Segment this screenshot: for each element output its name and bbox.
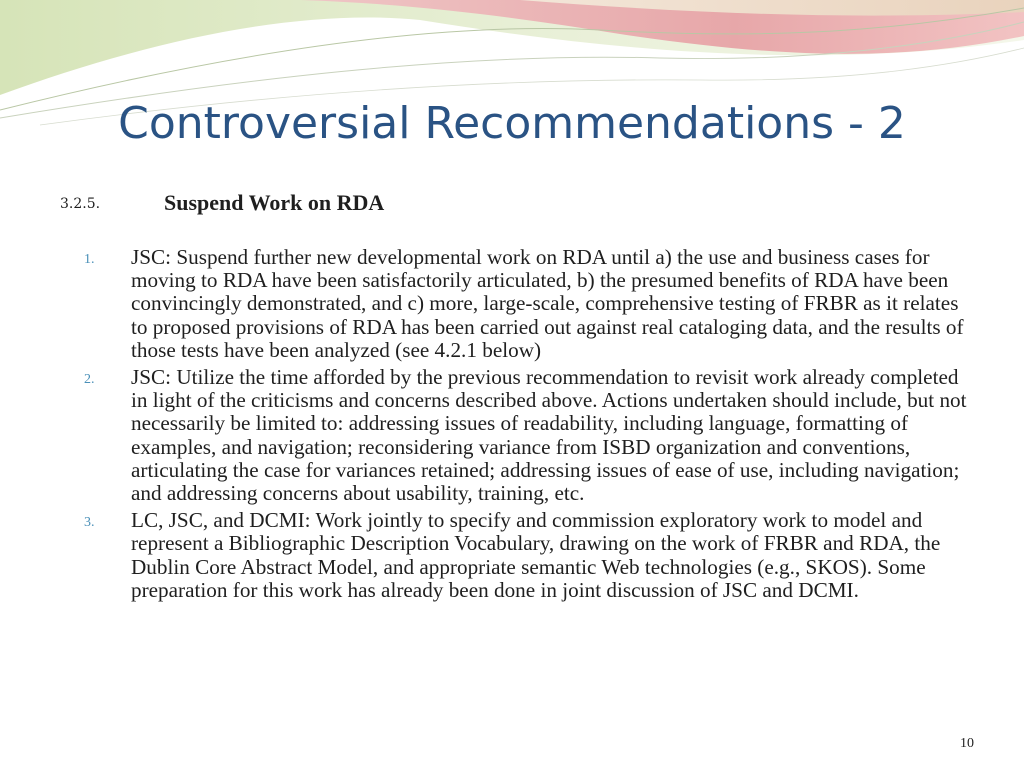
recommendation-item-2 [84,366,968,505]
recommendation-text: JSC: Utilize the time afforded by the previous recommendation to revisit work already completed in light of the criticisms and concerns described above. Actions undertaken should include, but not necessarily be limited to: addressing issues of readability, including language, formatting of examples, and navigation; reconsidering variance from ISBD organization and conventions, articulating the case for variances retained; addressing issues of ease of use, including navigation; and addressing concerns about usability, training, etc. [131,365,967,506]
recommendation-item-3 [84,509,968,602]
recommendation-item-1 [84,246,968,362]
list-number: 1. [84,252,95,267]
list-number: 2. [84,372,95,388]
recommendation-text: LC, JSC, and DCMI: Work jointly to specify and commission exploratory work to model and represent a Bibliographic Description Vocabulary, drawing on the work of FRBR and RDA, the Dublin Core Abstract Model, and appropriate semantic Web technologies (e.g., SKOS). Some preparation for this work has already been done in joint discussion of JSC and DCMI. [131,508,941,602]
recommendation-text: JSC: Suspend further new developmental work on RDA until a) the use and business cases for moving to RDA have been satisfactorily articulated, b) the presumed benefits of RDA have been convincingly demonstrated, and c) more, large-scale, comprehensive testing of FRBR as it relates to proposed provisions of RDA has been carried out against real cataloging data, and the results of those tests have been analyzed (see 4.2.1 below) [131,245,964,362]
section-title: Suspend Work on RDA [164,190,385,215]
page-number: 10 [960,736,974,751]
list-number: 3. [84,515,95,531]
slide-title: Controversial Recommendations - 2 [118,98,906,149]
recommendation-list [84,246,968,606]
section-number: 3.2.5. [60,196,101,212]
